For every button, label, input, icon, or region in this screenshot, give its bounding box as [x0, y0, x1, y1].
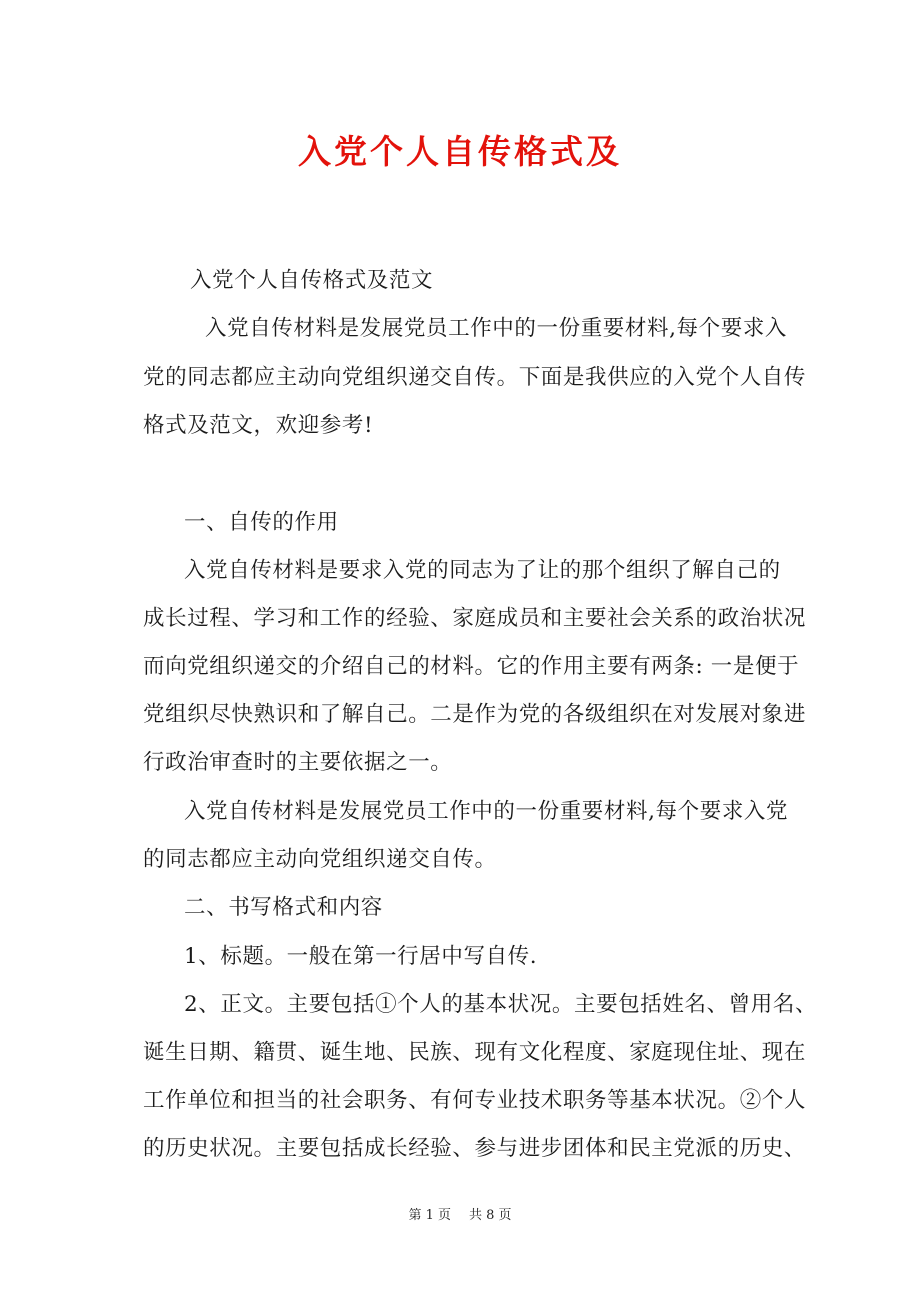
paragraph-line: 党的同志都应主动向党组织递交自传。下面是我供应的入党个人自传	[143, 365, 807, 390]
paragraph-line: 入党自传材料是发展党员工作中的一份重要材料,每个要求入	[205, 316, 788, 341]
page-title: 入党个人自传格式及	[298, 132, 622, 171]
paragraph-line: 而向党组织递交的介绍自己的材料。它的作用主要有两条: 一是便于	[143, 654, 800, 679]
paragraph-line: 诞生日期、籍贯、诞生地、民族、现有文化程度、家庭现住址、现在	[143, 1040, 807, 1065]
paragraph-line: 行政治审查时的主要依据之一。	[143, 750, 453, 775]
paragraph-line: 的历史状况。主要包括成长经验、参与进步团体和民主党派的历史、	[143, 1136, 807, 1161]
paragraph-line: 入党自传材料是发展党员工作中的一份重要材料,每个要求入党	[184, 799, 789, 824]
section-heading: 二、书写格式和内容	[184, 895, 383, 920]
paragraph-line: 2、正文。主要包括①个人的基本状况。主要包括姓名、曾用名、	[184, 992, 818, 1017]
paragraph-line: 格式及范文，欢迎参考!	[143, 413, 374, 438]
paragraph-line: 1、标题。一般在第一行居中写自传.	[184, 944, 538, 969]
page-total: 共 8 页	[469, 1208, 512, 1223]
paragraph-line: 入党自传材料是要求入党的同志为了让的那个组织了解自己的	[184, 558, 781, 583]
paragraph-line: 工作单位和担当的社会职务、有何专业技术职务等基本状况。②个人	[143, 1088, 807, 1113]
page-number: 第 1 页	[408, 1208, 451, 1223]
paragraph-line: 党组织尽快熟识和了解自己。二是作为党的各级组织在对发展对象进	[143, 702, 807, 727]
paragraph-line: 成长过程、学习和工作的经验、家庭成员和主要社会关系的政治状况	[143, 606, 807, 631]
page-footer	[0, 1206, 920, 1226]
section-heading: 一、自传的作用	[184, 510, 339, 535]
paragraph-line: 的同志都应主动向党组织递交自传。	[143, 847, 497, 872]
subtitle-line: 入党个人自传格式及范文	[190, 268, 434, 293]
